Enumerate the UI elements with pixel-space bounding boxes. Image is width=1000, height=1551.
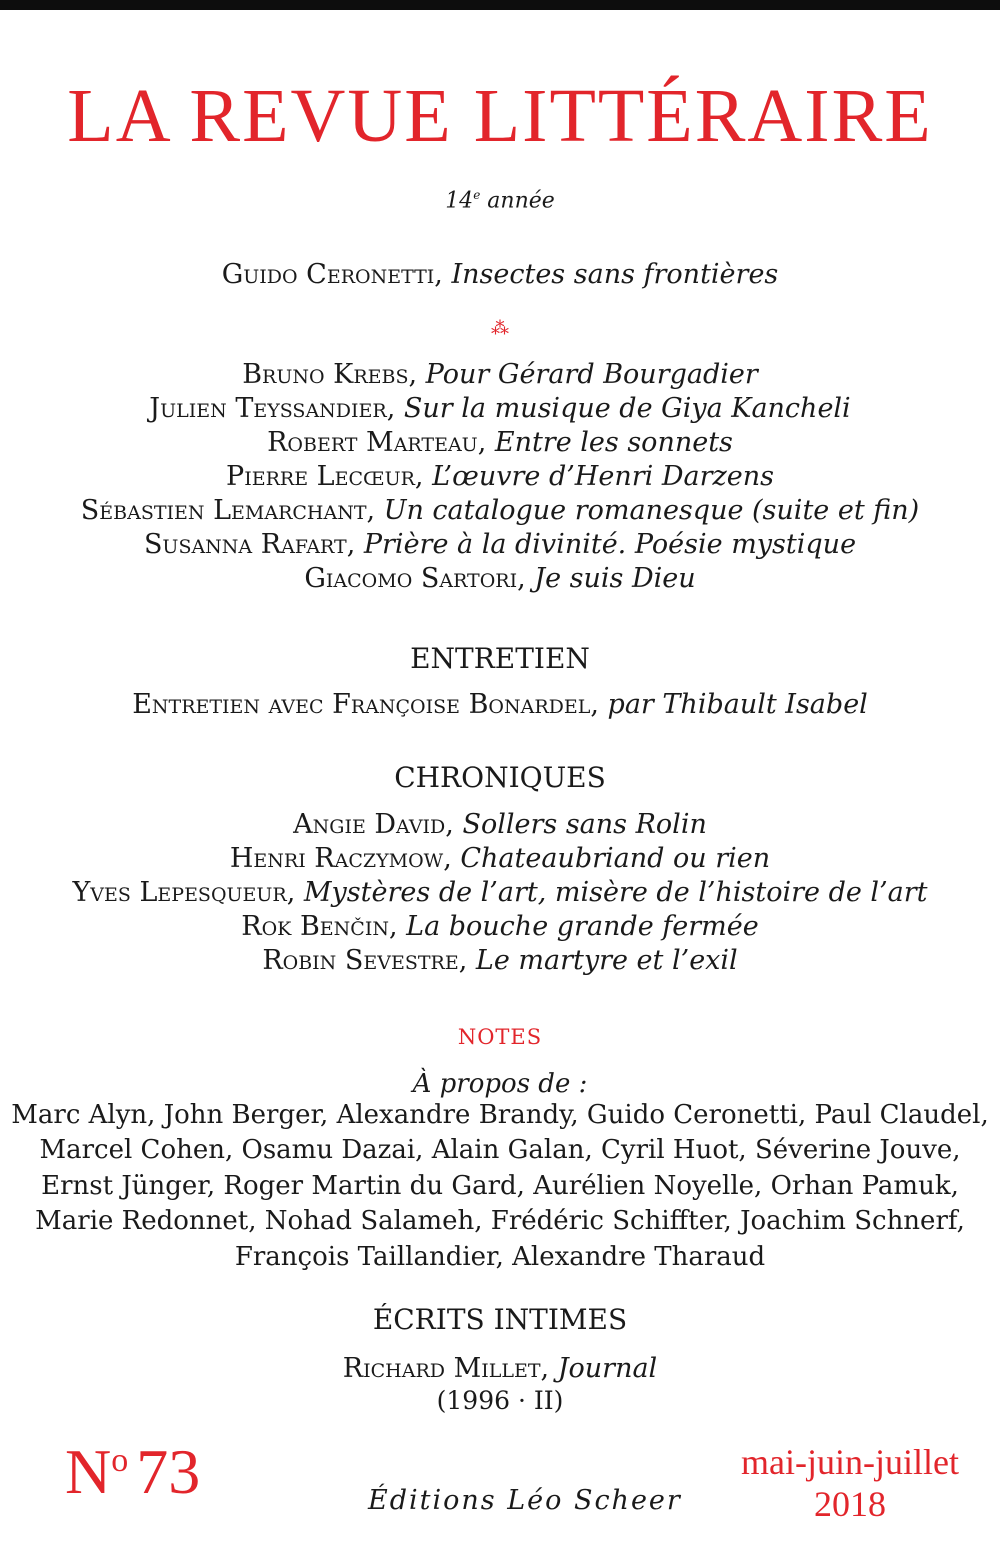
period-year: 2018	[814, 1484, 886, 1524]
issue-number: $N^o$ 73	[65, 1436, 201, 1507]
notes-line: Ernst Jünger, Roger Martin du Gard, Aurélien Noyelle, Orhan Pamuk,	[41, 1170, 959, 1201]
article-item: Sébastien Lemarchant, Un catalogue romanesque (suite et fin)	[80, 495, 920, 526]
top-border	[0, 0, 1000, 10]
section-heading-ecrits-intimes: ÉCRITS INTIMES	[372, 1303, 628, 1336]
section-heading-notes: NOTES	[457, 1025, 543, 1049]
chronique-item: Angie David, Sollers sans Rolin	[293, 809, 707, 840]
notes-line: Marc Alyn, John Berger, Alexandre Brandy, Guido Ceronetti, Paul Claudel,	[11, 1100, 989, 1130]
chronique-item: Yves Lepesqueur, Mystères de l’art, misère de l’histoire de l’art	[72, 877, 928, 908]
chronique-item: Robin Sevestre, Le martyre et l’exil	[262, 945, 738, 976]
chronique-item: Henri Raczymow, Chateaubriand ou rien	[229, 843, 771, 874]
period-months: mai-juin-juillet	[741, 1442, 959, 1482]
article-item: Robert Marteau, Entre les sonnets	[267, 427, 733, 458]
article-item: Susanna Rafart, Prière à la divinité. Poésie mystique	[143, 529, 857, 560]
section-heading-chroniques: CHRONIQUES	[394, 761, 606, 794]
publisher-name: Éditions Léo Scheer	[368, 1485, 682, 1516]
article-item: Bruno Krebs, Pour Gérard Bourgadier	[242, 359, 758, 390]
chroniques-list	[0, 808, 1000, 978]
article-item: Giacomo Sartori, Je suis Dieu	[304, 563, 696, 594]
lead-author: Guido Ceronetti	[221, 259, 435, 290]
publication-period	[700, 1441, 1000, 1525]
notes-names	[0, 1098, 1000, 1275]
ecrits-item: Richard Millet, Journal	[342, 1353, 658, 1384]
asterism-separator: ⁂	[491, 318, 509, 339]
article-item: Pierre Lecœur, L’œuvre d’Henri Darzens	[226, 461, 774, 492]
edition-year: 14e année	[445, 188, 555, 214]
articles-list	[0, 358, 1000, 596]
chronique-item: Rok Benčin, La bouche grande fermée	[241, 911, 759, 942]
journal-title: LA REVUE LITTÉRAIRE	[67, 74, 933, 158]
notes-intro: À propos de :	[412, 1069, 588, 1099]
ecrits-date: (1996 · II)	[436, 1386, 564, 1415]
entretien-item: Entretien avec Françoise Bonardel, par Thibault Isabel	[132, 689, 868, 720]
notes-line: Marcel Cohen, Osamu Dazai, Alain Galan, Cyril Huot, Séverine Jouve,	[39, 1135, 961, 1166]
section-heading-entretien: ENTRETIEN	[410, 642, 590, 675]
lead-work: Insectes sans frontières	[451, 259, 779, 290]
notes-line: François Taillandier, Alexandre Tharaud	[234, 1241, 766, 1272]
article-item: Julien Teyssandier, Sur la musique de Giya Kancheli	[149, 393, 851, 424]
lead-article: Guido Ceronetti, Insectes sans frontières	[221, 259, 779, 290]
notes-line: Marie Redonnet, Nohad Salameh, Frédéric Schiffter, Joachim Schnerf,	[35, 1206, 965, 1237]
